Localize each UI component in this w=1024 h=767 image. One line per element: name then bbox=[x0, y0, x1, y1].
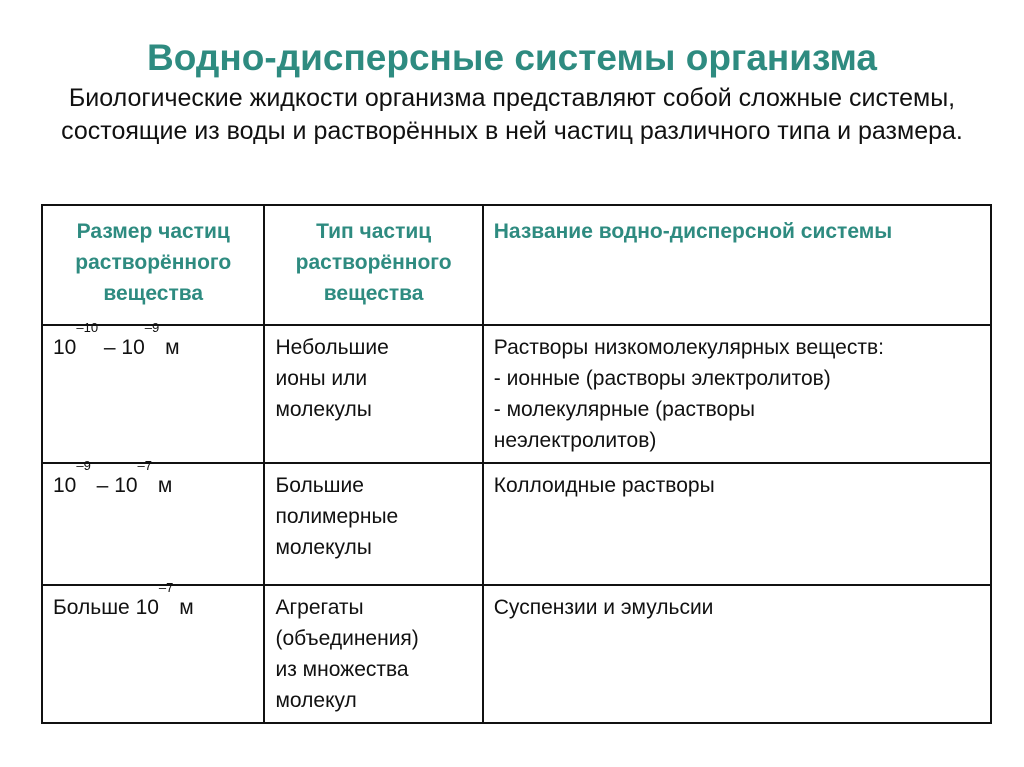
size-exponent: –7 bbox=[158, 580, 174, 595]
type-text: Агрегаты (объединения) из множества молекул bbox=[275, 596, 419, 712]
size-base: 10 bbox=[53, 336, 77, 359]
size-exponent: –7 bbox=[137, 458, 153, 473]
cell-system-name bbox=[483, 585, 991, 723]
size-dash: – bbox=[90, 474, 115, 497]
system-name-line: Растворы низкомолекулярных веществ: bbox=[493, 336, 884, 359]
system-name-line: - молекулярные (растворы неэлектролитов) bbox=[493, 398, 755, 452]
page-subtitle: Биологические жидкости организма представляют собой сложные системы, состоящие из воды и растворённых в ней частиц различного типа и размера. bbox=[61, 84, 963, 145]
size-base: 10 bbox=[121, 336, 145, 359]
column-header-type: Тип частиц растворённого вещества bbox=[264, 205, 482, 325]
system-name-line: - ионные (растворы электролитов) bbox=[493, 367, 831, 390]
column-header-size: Размер частиц растворённого вещества bbox=[42, 205, 264, 325]
system-name-line: Коллоидные растворы bbox=[493, 474, 715, 497]
page-title: Водно-дисперсные системы организма bbox=[147, 37, 877, 78]
size-exponent: –9 bbox=[144, 320, 160, 335]
table-row bbox=[42, 585, 991, 723]
size-exponent: –9 bbox=[76, 458, 91, 473]
size-dash: – bbox=[98, 336, 122, 359]
dispersion-systems-table bbox=[41, 204, 992, 724]
size-prefix: Больше bbox=[53, 596, 136, 619]
table-header-row bbox=[42, 205, 991, 325]
size-base: 10 bbox=[135, 596, 159, 619]
cell-size bbox=[42, 320, 264, 463]
cell-type bbox=[264, 463, 482, 585]
table-row bbox=[42, 325, 991, 463]
type-text: Небольшие ионы или молекулы bbox=[275, 336, 389, 421]
table-row bbox=[42, 463, 991, 585]
size-unit: м bbox=[159, 336, 180, 359]
cell-system-name bbox=[483, 325, 991, 463]
cell-type bbox=[264, 585, 482, 723]
system-name-line: Суспензии и эмульсии bbox=[493, 596, 714, 619]
size-base: 10 bbox=[53, 474, 77, 497]
cell-size bbox=[42, 458, 264, 585]
size-base: 10 bbox=[114, 474, 138, 497]
type-text: Большие полимерные молекулы bbox=[275, 474, 399, 559]
cell-type bbox=[264, 325, 482, 463]
cell-size bbox=[42, 580, 264, 723]
size-unit: м bbox=[152, 474, 173, 497]
cell-system-name bbox=[483, 463, 991, 585]
size-exponent: –10 bbox=[76, 320, 99, 335]
column-header-name: Название водно-дисперсной системы bbox=[483, 205, 991, 325]
size-unit: м bbox=[173, 596, 194, 619]
